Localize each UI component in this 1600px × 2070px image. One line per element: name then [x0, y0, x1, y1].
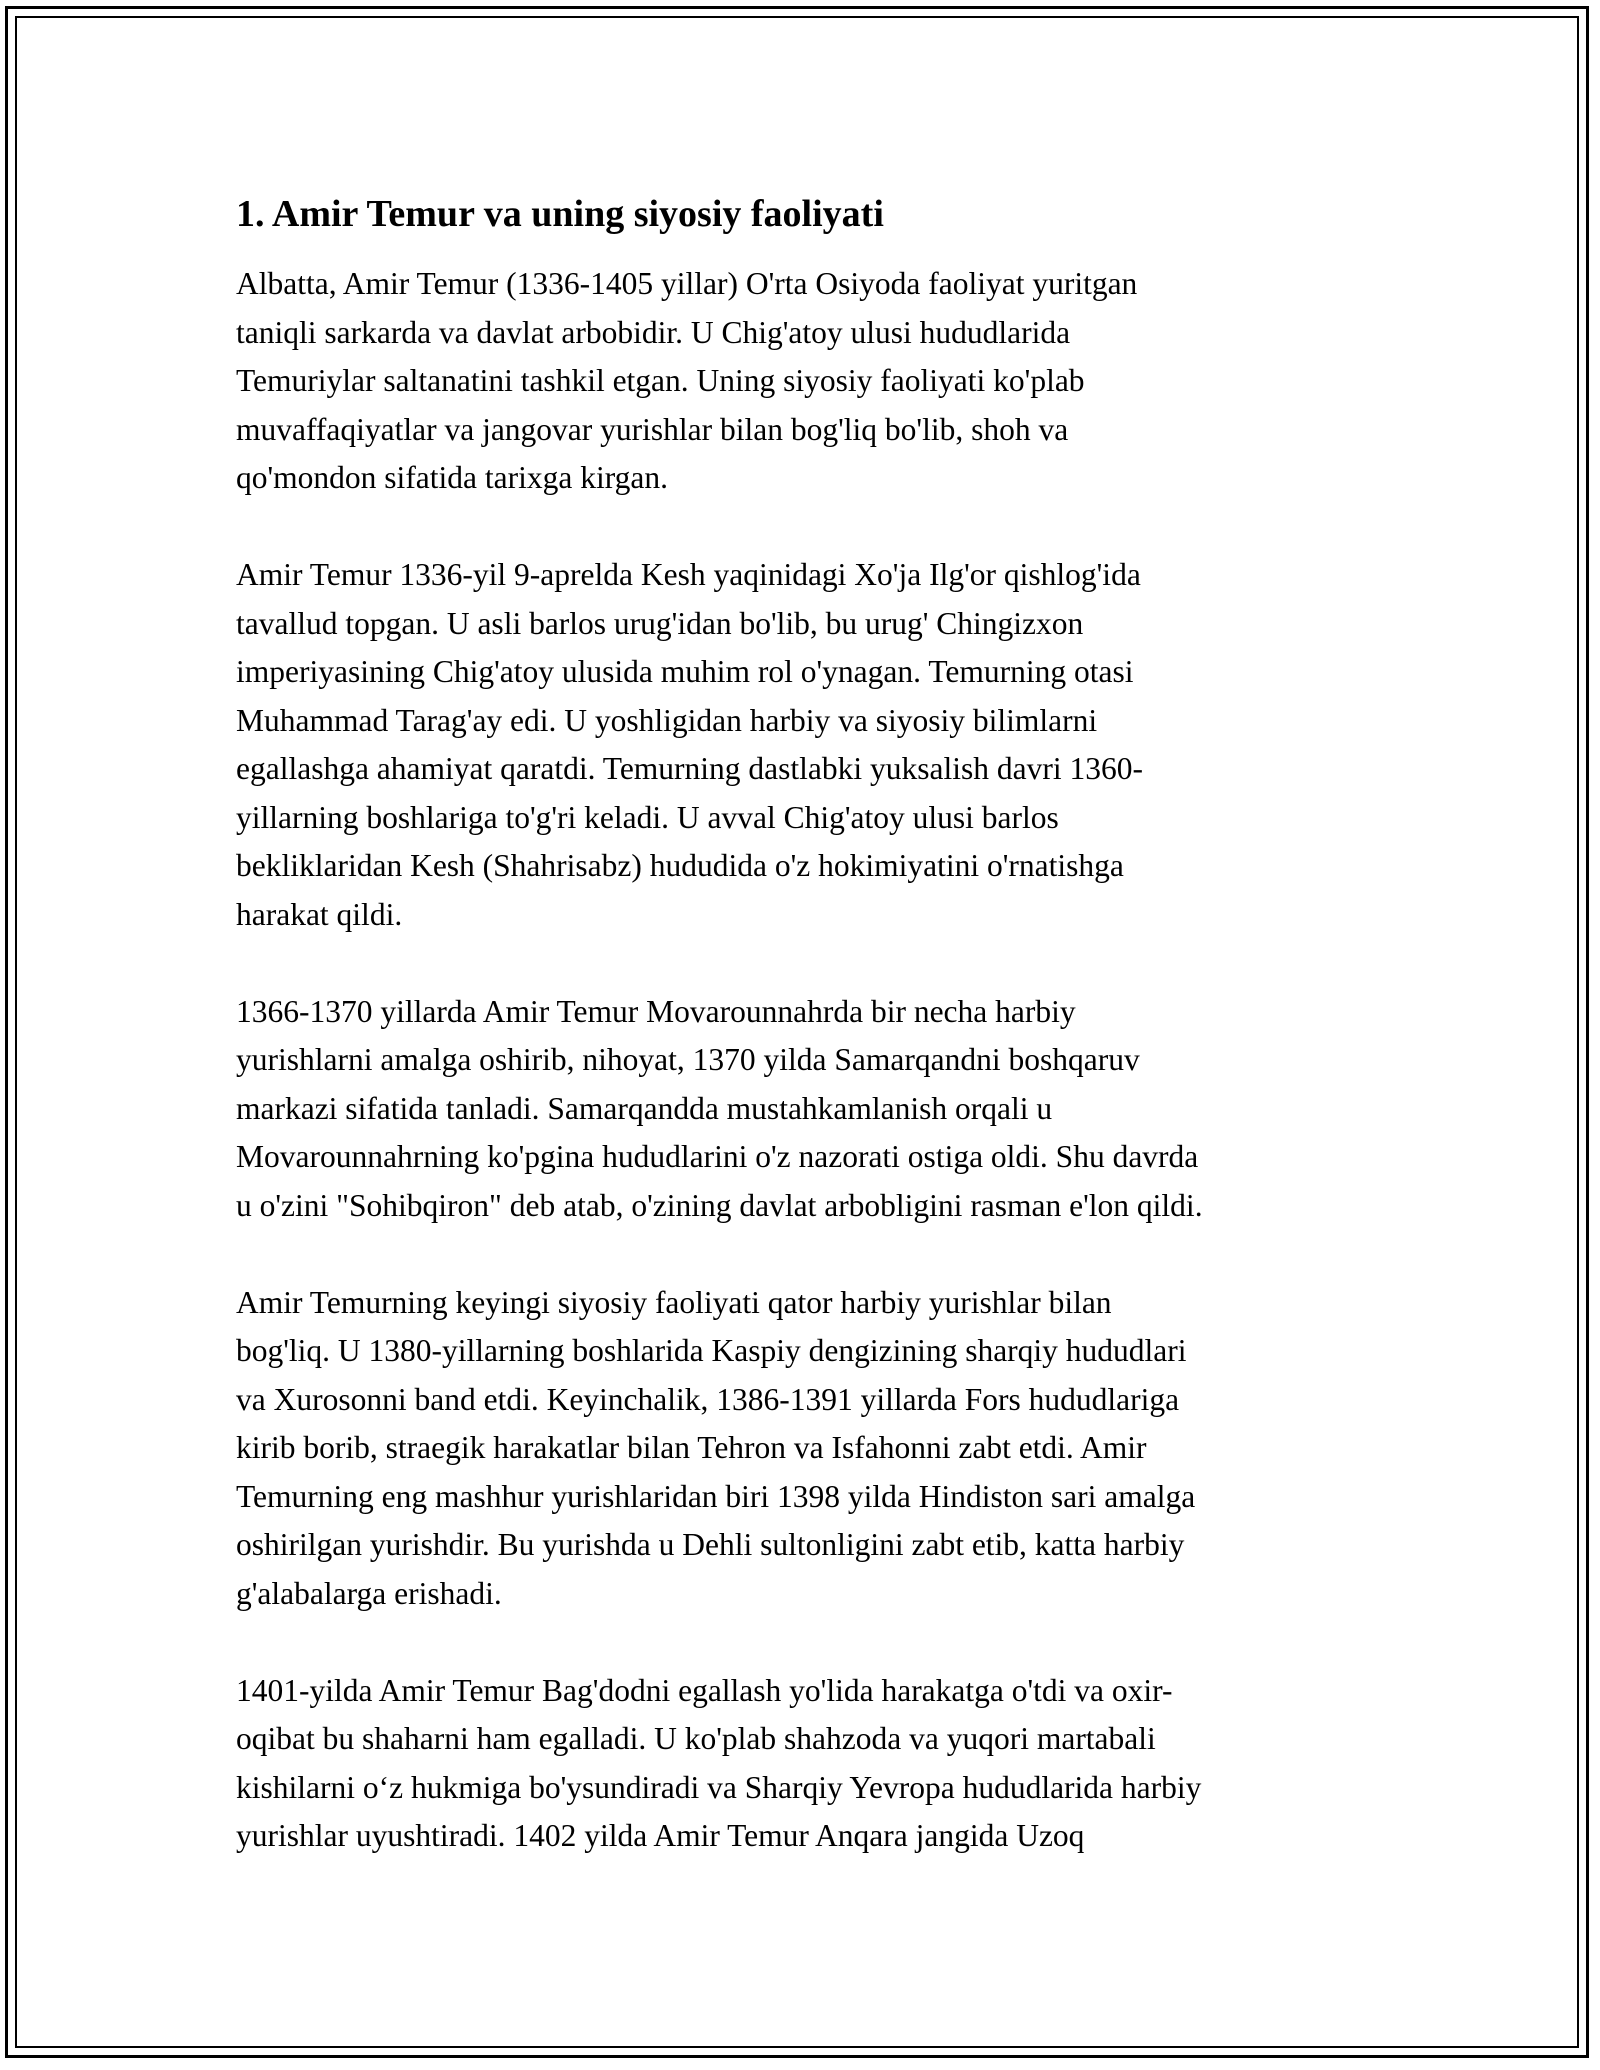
paragraph-line: Amir Temur 1336-yil 9-aprelda Kesh yaqinidagi Xo'ja Ilg'or qishlog'ida: [236, 557, 1141, 592]
paragraph-line: bog'liq. U 1380-yillarning boshlarida Kaspiy dengizining sharqiy hududlari: [236, 1333, 1187, 1368]
paragraph-line: tavallud topgan. U asli barlos urug'idan bo'lib, bu urug' Chingizxon: [236, 605, 1084, 641]
paragraph-line: Amir Temurning keyingi siyosiy faoliyati qator harbiy yurishlar bilan: [236, 1284, 1112, 1320]
paragraph-line: yurishlar uyushtiradi. 1402 yilda Amir Temur Anqara jangida Uzoq: [236, 1818, 1085, 1853]
paragraph-line: muvaffaqiyatlar va jangovar yurishlar bilan bog'liq bo'lib, shoh va: [236, 411, 1069, 447]
paragraph-line: egallashga ahamiyat qaratdi. Temurning dastlabki yuksalish davri 1360-: [236, 751, 1143, 786]
paragraph-line: u o'zini "Sohibqiron" deb atab, o'zining davlat arbobligini rasman e'lon qildi.: [236, 1187, 1203, 1223]
paragraph-line: oshirilgan yurishdir. Bu yurishda u Dehli sultonligini zabt etib, katta harbiy: [236, 1527, 1185, 1562]
paragraph-line: Movarounnahrning ko'pgina hududlarini o'z nazorati ostiga oldi. Shu davrda: [236, 1139, 1199, 1174]
paragraph-line: va Xurosonni band etdi. Keyinchalik, 1386-1391 yillarda Fors hududlariga: [236, 1381, 1180, 1417]
paragraph-line: bekliklaridan Kesh (Shahrisabz) hududida o'z hokimiyatini o'rnatishga: [236, 848, 1124, 883]
paragraph-line: Albatta, Amir Temur (1336-1405 yillar) O'rta Osiyoda faoliyat yuritgan: [236, 266, 1138, 301]
paragraph-line: kirib borib, straegik harakatlar bilan Tehron va Isfahonni zabt etdi. Amir: [236, 1430, 1147, 1465]
paragraph-line: Muhammad Tarag'ay edi. U yoshligidan harbiy va siyosiy bilimlarni: [236, 702, 1098, 738]
paragraph-line: yillarning boshlariga to'g'ri keladi. U avval Chig'atoy ulusi barlos: [236, 799, 1059, 835]
paragraph-line: taniqli sarkarda va davlat arbobidir. U Chig'atoy ulusi hududlarida: [236, 314, 1071, 350]
paragraph-1: [236, 260, 1386, 503]
paragraph-line: 1401-yilda Amir Temur Bag'dodni egallash yo'lida harakatga o'tdi va oxir-: [236, 1672, 1173, 1708]
paragraph-5: [236, 1667, 1386, 1861]
paragraph-line: harakat qildi.: [236, 896, 403, 932]
paragraph-line: Temuriylar saltanatini tashkil etgan. Uning siyosiy faoliyati ko'plab: [236, 363, 1085, 398]
paragraph-line: Temurning eng mashhur yurishlaridan biri 1398 yilda Hindiston sari amalga: [236, 1478, 1196, 1514]
paragraph-4: [236, 1279, 1386, 1619]
paragraph-line: markazi sifatida tanladi. Samarqandda mustahkamlanish orqali u: [236, 1090, 1053, 1126]
paragraph-3: [236, 988, 1386, 1231]
paragraph-line: 1366-1370 yillarda Amir Temur Movarounnahrda bir necha harbiy: [236, 993, 1076, 1029]
paragraph-2: [236, 551, 1386, 939]
paragraph-line: g'alabalarga erishadi.: [236, 1575, 502, 1611]
document-body: [236, 190, 1386, 1909]
paragraph-line: kishilarni o‘z hukmiga bo'ysundiradi va Sharqiy Yevropa hududlarida harbiy: [236, 1769, 1202, 1805]
paragraph-line: qo'mondon sifatida tarixga kirgan.: [236, 460, 669, 495]
paragraph-line: oqibat bu shaharni ham egalladi. U ko'plab shahzoda va yuqori martabali: [236, 1721, 1156, 1756]
paragraph-line: imperiyasining Chig'atoy ulusida muhim rol o'ynagan. Temurning otasi: [236, 654, 1134, 689]
section-heading: 1. Amir Temur va uning siyosiy faoliyati: [236, 193, 884, 235]
paragraph-line: yurishlarni amalga oshirib, nihoyat, 1370 yilda Samarqandni boshqaruv: [236, 1042, 1140, 1077]
